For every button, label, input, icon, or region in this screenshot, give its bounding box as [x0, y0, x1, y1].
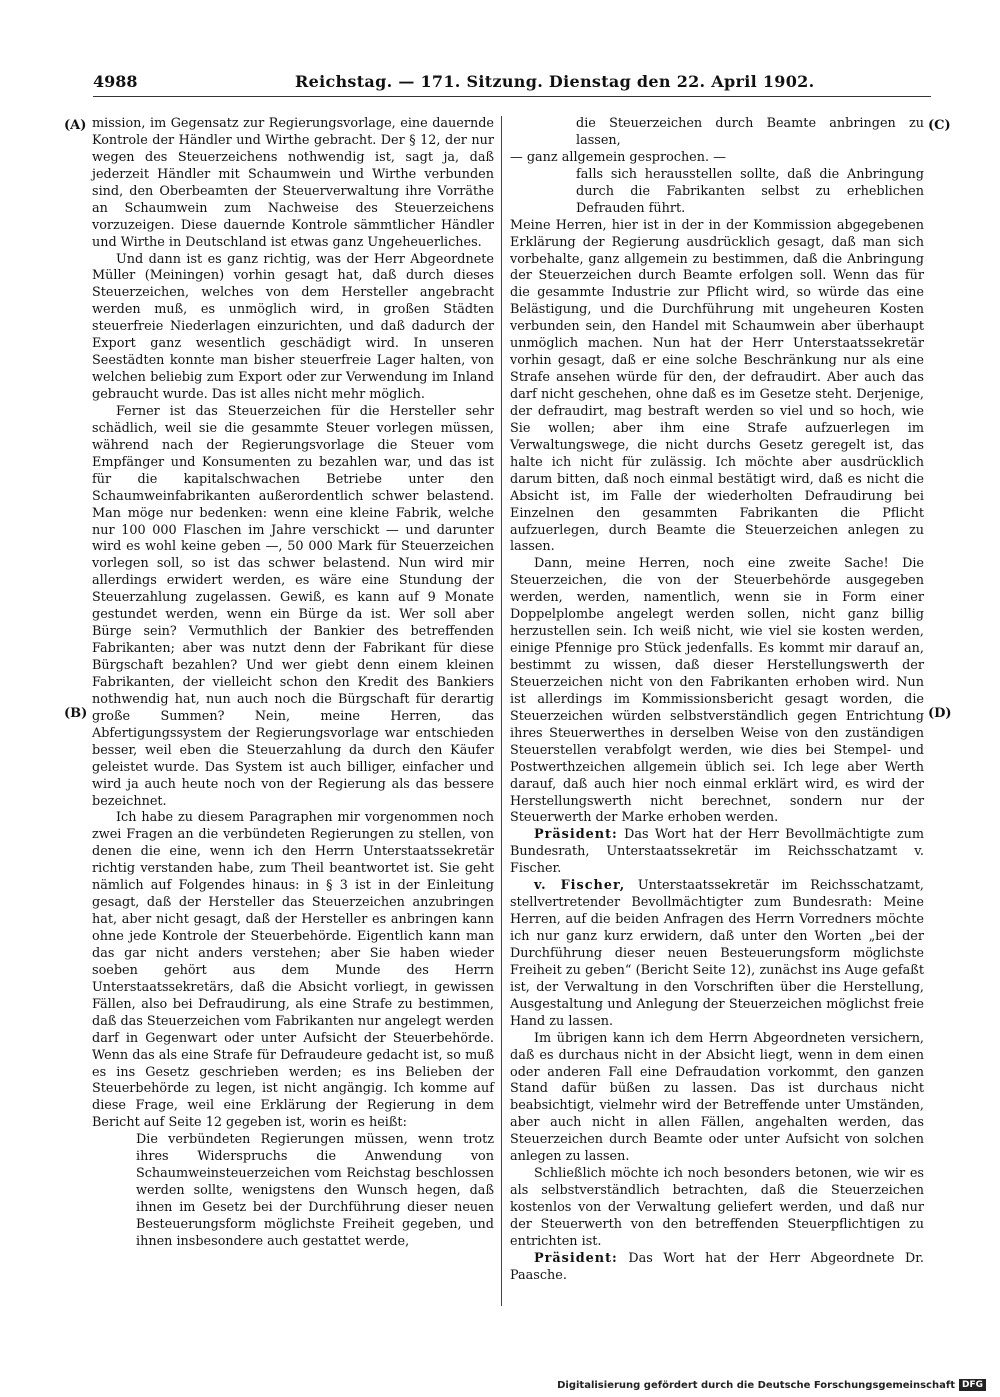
- dfg-logo: DFG: [959, 1379, 986, 1391]
- header-rule: [93, 96, 931, 97]
- paragraph: Präsident: Das Wort hat der Herr Abgeordnete Dr. Paasche.: [510, 1250, 924, 1283]
- speaker-name: v. Fischer,: [534, 878, 626, 894]
- page-number: 4988: [93, 72, 138, 91]
- paragraph: mission, im Gegensatz zur Regierungsvorlage, eine dauernde Kontrole der Händler und Wirthe gebracht. Der § 12, der nur wegen des Steuerzeichens nothwendig ist, sagt ja, daß jederzeit Händler mit Schaumwein und Wirthe verbunden sind, den Oberbeamten der Steuerverwaltung ihre Vorräthe an Schaumwein zum Nachweise des Steuerzeichens vorzuzeigen. Diese dauernde Kontrole sämmtlicher Händler und Wirthe in Deutschland ist etwas ganz Ungeheuerliches.: [92, 116, 494, 250]
- paragraph: Schließlich möchte ich noch besonders betonen, wie wir es als selbstverständlich betrachten, daß die Steuerzeichen kostenlos von der Verwaltung geliefert werden, und daß nur der Steuerwerth von den betreffenden Steuerpflichtigen zu entrichten ist.: [510, 1166, 924, 1249]
- paragraph: die Steuerzeichen durch Beamte anbringen zu lassen,: [576, 116, 924, 148]
- paragraph: Meine Herren, hier ist in der in der Kommission abgegebenen Erklärung der Regierung ausdrücklich gesagt, daß man sich vorbehalte, ganz allgemein zu bestimmen, daß die Anbringung der Steuerzeichen durch Beamte erfolgen soll. Wenn das für die gesammte Industrie zur Pflicht wird, so würde das eine Belästigung, und die Durchführung mit ungeheuren Kosten verbunden sein, den Handel mit Schaumwein aber überhaupt unmöglich machen. Nun hat der Herr Unterstaatssekretär vorhin gesagt, daß er eine solche Beschränkung nur als eine Strafe ansehen würde für den, der defraudirt. Aber auch das darf nicht geschehen, ohne daß es im Gesetze steht. Derjenige, der defraudirt, mag bestraft werden so viel und so hoch, wie Sie wollen; aber ihm eine Strafe aufzuerlegen im Verwaltungswege, die nicht durchs Gesetz geregelt ist, das halte ich nicht für zulässig. Ich möchte aber ausdrücklich darum bitten, daß noch einmal bestätigt wird, daß es nicht die Absicht ist, im Falle der wiederholten Defraudirung bei Einzelnen den gesammten Fabrikanten die Pflicht aufzuerlegen, durch Beamte die Steuerzeichen anlegen zu lassen.: [510, 217, 924, 555]
- page-title: Reichstag. — 171. Sitzung. Dienstag den 22. April 1902.: [295, 72, 815, 91]
- margin-marker-b: (B): [64, 706, 88, 721]
- footer: [557, 1379, 986, 1391]
- right-column: [510, 116, 924, 1285]
- page-header: [0, 72, 1000, 98]
- margin-marker-a: (A): [64, 118, 87, 133]
- paragraph: Dann, meine Herren, noch eine zweite Sache! Die Steuerzeichen, die von der Steuerbehörde ausgegeben werden, werden, namentlich, wenn sie in Form einer Doppelplombe angelegt werden sollen, nicht ganz billig herzustellen sein. Ich weiß nicht, wie viel sie kosten werden, einige Pfennige pro Stück jedenfalls. Es kommt mir darauf an, bestimmt zu wissen, daß dieser Herstellungswerth der Steuerzeichen nicht von den Fabrikanten erhoben wird. Nun ist allerdings im Kommissionsbericht gesagt worden, die Steuerzeichen würden selbstverständlich gegen Entrichtung ihres Steuerwerthes in derselben Weise von den zuständigen Steuerstellen verabfolgt werden, wie dies bei Stempel- und Postwerthzeichen allgemein üblich sei. Ich lege aber Werth darauf, daß auch hier noch einmal erklärt wird, es wird der Herstellungswerth nicht berechnet, sondern nur der Steuerwerth der Marke erhoben werden.: [510, 556, 924, 826]
- paragraph: — ganz allgemein gesprochen. —: [510, 149, 726, 165]
- speaker-name: Präsident:: [534, 827, 618, 843]
- paragraph: v. Fischer, Unterstaatssekretär im Reichsschatzamt, stellvertretender Bevollmächtigter zum Bundesrath: Meine Herren, auf die beiden Anfragen des Herrn Vorredners möchte ich nur ganz kurz erwidern, daß unter den Worten „bei der Durchführung dieser neuen Besteuerungsform möglichste Freiheit zu geben“ (Bericht Seite 12), zunächst ins Auge gefaßt ist, der Verwaltung in den Vorschriften über die Herstellung, Ausgestaltung und Anlegung der Steuerzeichen möglichst freie Hand zu lassen.: [510, 878, 925, 1029]
- paragraph: Ferner ist das Steuerzeichen für die Hersteller sehr schädlich, weil sie die gesammte Steuer vorlegen müssen, während nach der Regierungsvorlage die Steuer vom Empfänger und Konsumenten zu bezahlen war, und das ist für die kapitalschwachen Betriebe unter den Schaumweinfabrikanten außerordentlich schwer belastend. Man möge nur bedenken: wenn eine kleine Fabrik, welche nur 100 000 Flaschen im Jahre verschickt — und darunter wird es wohl keine geben —, 50 000 Mark für Steuerzeichen vorlegen soll, so ist das schwer belastend. Nun wird mir allerdings erwidert werden, es wäre eine Stundung der Steuerzahlung zugelassen. Gewiß, es kann auf 9 Monate gestundet werden, wenn ein Bürge da ist. Wer soll aber Bürge sein? Vermuthlich der Bankier des betreffenden Fabrikanten; aber was nutzt denn der Fabrikant für diese Bürgschaft bezahlen? Und wer giebt denn einem kleinen Fabrikanten, der vielleicht schon den Kredit des Bankiers nothwendig hat, nun auch noch die Bürgschaft für derartig große Summen? Nein, meine Herren, das Abfertigungssystem der Regierungsvorlage war entschieden besser, weil eben die Steuerzahlung da durch den Käufer geleistet wurde. Das System ist auch billiger, einfacher und wird ja auch heute noch von der Regierung als das bessere bezeichnet.: [92, 403, 494, 809]
- margin-marker-c: (C): [928, 118, 951, 133]
- paragraph: Ich habe zu diesem Paragraphen mir vorgenommen noch zwei Fragen an die verbündeten Regierungen zu stellen, von denen die eine, wenn ich den Herrn Unterstaatssekretär richtig verstanden habe, zum Theil beantwortet ist. Sie geht nämlich auf Folgendes hinaus: in § 3 ist in der Einleitung gesagt, daß der Hersteller das Steuerzeichen anzubringen hat, aber nicht gesagt, daß der Hersteller es anbringen kann ohne jede Kontrole der Steuerbehörde. Eigentlich kann man das gar nicht anders verstehen; aber Sie haben wieder soeben gehört aus dem Munde des Herrn Unterstaatssekretärs, daß die Absicht vorliegt, in gewissen Fällen, also bei Defraudirung, als eine Strafe zu bestimmen, daß das Steuerzeichen vom Fabrikanten nur angelegt werden darf in Gegenwart oder unter Aufsicht der Steuerbehörde. Wenn das als eine Strafe für Defraudeure gedacht ist, so muß es ins Gesetz geschrieben werden; es ins Belieben der Steuerbehörde zu legen, ist nicht angängig. Ich komme auf diese Frage, weil eine Erklärung der Regierung in dem Bericht auf Seite 12 gegeben ist, worin es heißt:: [92, 810, 494, 1131]
- paragraph: Und dann ist es ganz richtig, was der Herr Abgeordnete Müller (Meiningen) vorhin gesagt hat, daß durch dieses Steuerzeichen, welches von dem Hersteller angebracht werden muß, es unmöglich wird, in großen Städten steuerfreie Niederlagen einzurichten, und daß dadurch der Export ganz wesentlich geschädigt wird. In unseren Seestädten konnte man bisher steuerfreie Lager halten, von welchen beliebig zum Export oder zur Verwendung im Inland gebraucht wurde. Das ist alles nicht mehr möglich.: [92, 251, 494, 402]
- speaker-name: Präsident:: [534, 1250, 618, 1266]
- margin-marker-d: (D): [928, 706, 952, 721]
- paragraph: Im übrigen kann ich dem Herrn Abgeordneten versichern, daß es durchaus nicht in der Absicht liegt, wenn in dem einen oder anderen Fall eine Defraudation vorkommt, den ganzen Stand dafür büßen zu lassen. Das ist durchaus nicht beabsichtigt, vielmehr wird der Betreffende unter Umständen, aber auch nicht in allen Fällen, angehalten werden, das Steuerzeichen durch Beamte oder unter Aufsicht von solchen anlegen zu lassen.: [510, 1030, 924, 1165]
- paragraph: Präsident: Das Wort hat der Herr Bevollmächtigte zum Bundesrath, Unterstaatssekretär im Reichsschatzamt v. Fischer.: [510, 827, 924, 877]
- left-column: [92, 116, 494, 1251]
- column-divider: [501, 116, 502, 1306]
- paragraph: Die verbündeten Regierungen müssen, wenn trotz ihres Widerspruchs die Anwendung von Schaumweinsteuerzeichen vom Reichstag beschlossen werden sollte, wenigstens den Wunsch hegen, daß ihnen im Gesetz bei der Durchführung dieser neuen Besteuerungsform möglichste Freiheit gegeben, und ihnen insbesondere auch gestattet werde,: [136, 1132, 494, 1249]
- paragraph: falls sich herausstellen sollte, daß die Anbringung durch die Fabrikanten selbst zu erheblichen Defrauden führt.: [576, 166, 924, 216]
- footer-text: Digitalisierung gefördert durch die Deutsche Forschungsgemeinschaft: [557, 1379, 955, 1391]
